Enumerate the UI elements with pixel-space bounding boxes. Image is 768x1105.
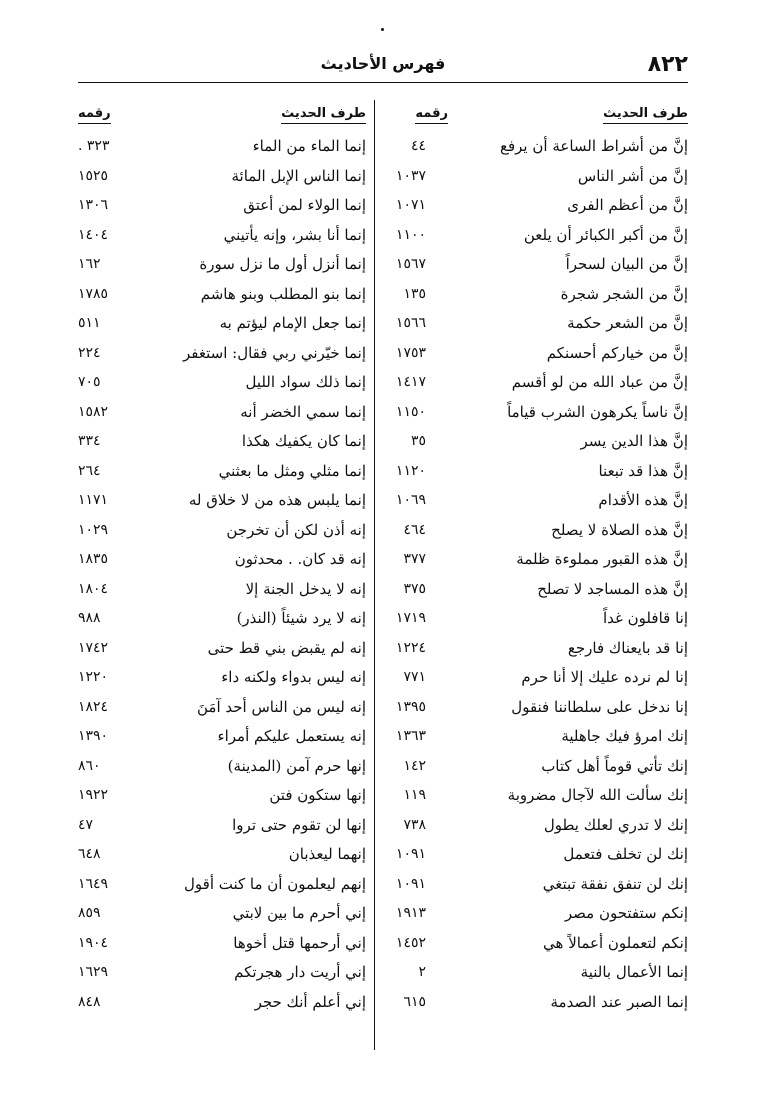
index-column-right (376, 100, 688, 1017)
header-hadith-number: رقمه (415, 106, 448, 124)
entry-list (78, 132, 366, 1017)
index-entry (376, 988, 688, 1018)
hadith-opening: إنه ليس بدواء ولكنه داء (221, 668, 366, 686)
index-entry (78, 781, 366, 811)
hadith-opening: إنما الناس الإبل المائة (231, 166, 366, 185)
hadith-opening: إنه لا يرد شيئاً (النذر) (236, 609, 366, 627)
index-entry (376, 811, 688, 841)
hadith-opening: إنه ليس من الناس أحد آمَنَ (197, 697, 366, 716)
hadith-opening: إنك سألت الله لآجال مضروبة (507, 786, 688, 804)
hadith-opening: إنما أنزل أول ما نزل سورة (199, 255, 366, 273)
index-entry (78, 840, 366, 870)
hadith-opening: إنك لن تنفق نفقة تبتغي (542, 874, 688, 893)
hadith-number: ٣٥ (410, 433, 426, 449)
hadith-opening: إنما ذلك سواد الليل (245, 373, 366, 391)
hadith-opening: إنا قافلون غداً (603, 609, 688, 627)
hadith-opening: إنهما ليعذبان (288, 845, 366, 863)
hadith-opening: إنما سمي الخضر أنه (240, 402, 366, 421)
index-entry (78, 752, 366, 782)
running-title: فهرس الأحاديث (320, 54, 446, 73)
hadith-number: ٨٥٩ (78, 905, 101, 921)
hadith-opening: إنما بنو المطلب وبنو هاشم (200, 284, 366, 303)
hadith-number: ١٤٢ (403, 757, 426, 774)
hadith-number: ١٨٢٤ (78, 698, 109, 715)
index-entry (376, 575, 688, 605)
hadith-number: ١١٩ (403, 787, 426, 803)
hadith-opening: إنَّ من أعظم الفرى (567, 196, 688, 214)
hadith-number: ١٠٩١ (395, 846, 426, 862)
index-entry (78, 899, 366, 929)
column-header (376, 100, 688, 132)
index-entry (78, 634, 366, 664)
hadith-opening: إنَّ ناساً يكرهون الشرب قياماً (507, 402, 688, 421)
index-entry (78, 191, 366, 221)
index-entry (376, 221, 688, 251)
hadith-opening: إنَّ من أشراط الساعة أن يرفع (500, 137, 688, 155)
hadith-number: ١٨٣٥ (78, 551, 109, 567)
index-entry (376, 162, 688, 192)
index-entry (376, 368, 688, 398)
index-entry (376, 427, 688, 457)
index-entry (376, 309, 688, 339)
index-entry (376, 663, 688, 693)
hadith-opening: إنك امرؤ فيك جاهلية (561, 727, 688, 745)
index-entry (376, 191, 688, 221)
index-entry (78, 811, 366, 841)
hadith-opening: إنما خيّرني ربي فقال: استغفر (183, 343, 366, 362)
hadith-number: ٤٧ (78, 816, 94, 833)
hadith-opening: إنكم ستفتحون مصر (564, 904, 688, 922)
hadith-number: ١٣٩٥ (395, 698, 426, 715)
hadith-number: ١٦٢٩ (78, 964, 109, 980)
hadith-number: ١٧١٩ (395, 610, 426, 626)
hadith-number: ١١٠٠ (395, 226, 426, 243)
hadith-number: ١٢٢٤ (395, 639, 426, 656)
index-entry (78, 132, 366, 162)
hadith-number: ١١٢٠ (395, 462, 426, 479)
hadith-opening: إنما الصبر عند الصدمة (550, 992, 688, 1011)
header-hadith-text: طرف الحديث (603, 106, 688, 124)
hadith-opening: إنما كان يكفيك هكذا (241, 432, 366, 450)
hadith-opening: إنَّ من أكبر الكبائر أن يلعن (523, 225, 688, 244)
index-entry (376, 457, 688, 487)
hadith-number: ١٩٠٤ (78, 934, 109, 951)
index-entry (376, 486, 688, 516)
hadith-opening: إنه أذن لكن أن تخرجن (226, 520, 366, 539)
hadith-opening: إنه يستعمل عليكم أمراء (217, 727, 366, 745)
index-entry (78, 929, 366, 959)
hadith-number: ٩٨٨ (78, 610, 101, 626)
hadith-opening: إنَّ هذه المساجد لا تصلح (537, 579, 688, 598)
hadith-number: ١٧٨٥ (78, 285, 109, 302)
index-entry (78, 486, 366, 516)
hadith-opening: إنه لا يدخل الجنة إلا (245, 579, 366, 598)
hadith-opening: إنَّ هذه الصلاة لا يصلح (551, 520, 688, 539)
hadith-number: ١٠٦٩ (395, 492, 426, 508)
hadith-number: ٢٦٤ (78, 462, 101, 479)
hadith-opening: إني أرحمها قتل أخوها (233, 933, 366, 952)
hadith-opening: إنَّ من عباد الله من لو أقسم (511, 373, 688, 391)
hadith-opening: إنما أنا بشر، وإنه يأتيني (223, 225, 366, 244)
hadith-opening: إنه قد كان. . محدثون (234, 550, 366, 568)
hadith-number: ١٦٢ (78, 256, 101, 272)
hadith-opening: إنك لا تدري لعلك يطول (543, 815, 688, 834)
index-entry (78, 870, 366, 900)
hadith-number: ١٠٢٩ (78, 521, 109, 538)
hadith-number: ١٧٤٢ (78, 639, 109, 656)
hadith-opening: إني أحرم ما بين لابتي (232, 904, 366, 922)
hadith-number: ٤٦٤ (403, 521, 426, 538)
hadith-opening: إنَّ هذا قد تبعنا (598, 461, 688, 480)
index-entry (78, 398, 366, 428)
index-entry (376, 781, 688, 811)
entry-list (376, 132, 688, 1017)
hadith-number: ١٣٠٦ (78, 197, 109, 213)
hadith-opening: إنه لم يقبض بني قط حتى (207, 638, 366, 657)
hadith-opening: إنَّ هذه الأقدام (598, 491, 688, 509)
index-entry (376, 545, 688, 575)
hadith-number: ١٣٥ (403, 285, 426, 302)
hadith-number: ٨٤٨ (78, 993, 101, 1010)
hadith-number: ١٥٨٢ (78, 403, 109, 420)
hadith-number: ١٠٩١ (395, 875, 426, 892)
hadith-opening: إنما الماء من الماء (252, 137, 366, 155)
index-entry (376, 958, 688, 988)
page-number: ٨٢٢ (647, 52, 688, 77)
hadith-number: ١٥٦٦ (395, 315, 426, 331)
index-entry (78, 545, 366, 575)
hadith-number: ٨٦٠ (78, 757, 101, 774)
index-entry (78, 457, 366, 487)
index-entry (376, 722, 688, 752)
index-entry (376, 280, 688, 310)
hadith-number: ٣٧٧ (403, 551, 426, 567)
index-entry (376, 870, 688, 900)
hadith-number: ١٣٦٣ (395, 728, 426, 744)
hadith-opening: إنَّ هذا الدين يسر (580, 432, 688, 450)
hadith-number: ٧٠٥ (78, 374, 101, 390)
index-entry (78, 250, 366, 280)
index-entry (78, 722, 366, 752)
index-entry (78, 280, 366, 310)
index-entry (376, 339, 688, 369)
hadith-number: ١٧٥٣ (395, 344, 426, 361)
hadith-opening: إنَّ من خياركم أحسنكم (546, 343, 688, 362)
hadith-number: ٦١٥ (403, 993, 426, 1010)
index-entry (78, 162, 366, 192)
index-entry (376, 516, 688, 546)
index-entry (376, 899, 688, 929)
hadith-number: ١٨٠٤ (78, 580, 109, 597)
hadith-number: ١٤٠٤ (78, 226, 109, 243)
hadith-number: ١٩١٣ (395, 905, 426, 921)
hadith-opening: إنها حرم آمن (المدينة) (227, 756, 366, 775)
hadith-opening: إنما الأعمال بالنية (580, 963, 688, 981)
hadith-opening: إنكم لتعملون أعمالاً هي (543, 933, 688, 952)
hadith-number: ١٠٧١ (395, 197, 426, 213)
hadith-opening: إنك لن تخلف فتعمل (563, 845, 688, 863)
index-entry (78, 339, 366, 369)
hadith-number: ٤٤ (410, 138, 426, 154)
hadith-opening: إنا ندخل على سلطاننا فنقول (511, 697, 688, 716)
hadith-number: ١١٧١ (78, 492, 109, 508)
index-entry (376, 752, 688, 782)
hadith-number: ٧٣٨ (403, 816, 426, 833)
index-entry (78, 516, 366, 546)
index-entry (78, 368, 366, 398)
page-header (78, 50, 688, 83)
hadith-number: ٣٧٥ (403, 580, 426, 597)
index-entry (78, 958, 366, 988)
hadith-opening: إنَّ من الشجر شجرة (560, 284, 688, 303)
hadith-number: ١٦٤٩ (78, 875, 109, 892)
index-entry (376, 840, 688, 870)
hadith-index (78, 100, 688, 1060)
hadith-number: ١١٥٠ (395, 403, 426, 420)
hadith-opening: إنها ستكون فتن (269, 786, 366, 804)
hadith-opening: إنَّ من الشعر حكمة (567, 314, 688, 332)
hadith-opening: إنما يلبس هذه من لا خلاق له (188, 491, 366, 509)
hadith-number: ١٥٢٥ (78, 167, 109, 184)
hadith-number: ١٥٦٧ (395, 256, 426, 272)
column-divider (374, 100, 375, 1050)
hadith-opening: إني أعلم أنك حجر (254, 992, 366, 1011)
hadith-number: ٣٣٤ (78, 433, 101, 449)
index-entry (78, 988, 366, 1018)
hadith-number: ٣٢٣ . (78, 138, 110, 154)
index-entry (78, 575, 366, 605)
hadith-opening: إنما جعل الإمام ليؤتم به (219, 314, 366, 332)
index-entry (78, 427, 366, 457)
index-entry (376, 250, 688, 280)
hadith-opening: إني أريت دار هجرتكم (234, 963, 366, 981)
hadith-number: ٧٧١ (403, 669, 426, 685)
index-entry (376, 929, 688, 959)
column-header (78, 100, 366, 132)
hadith-number: ١٣٩٠ (78, 728, 109, 744)
index-entry (78, 663, 366, 693)
index-entry (78, 309, 366, 339)
hadith-number: ٦٤٨ (78, 846, 101, 862)
hadith-opening: إنما مثلي ومثل ما بعثني (218, 461, 366, 480)
index-column-left (78, 100, 366, 1017)
header-hadith-text: طرف الحديث (281, 106, 366, 124)
hadith-opening: إنك تأتي قوماً أهل كتاب (541, 756, 688, 775)
index-entry (376, 132, 688, 162)
decorative-dot (381, 28, 384, 31)
hadith-number: ١٤١٧ (395, 374, 426, 390)
hadith-number: ١٤٥٢ (395, 934, 426, 951)
hadith-number: ٢ (418, 964, 426, 980)
header-hadith-number: رقمه (78, 106, 111, 124)
hadith-opening: إنهم ليعلمون أن ما كنت أقول (184, 874, 366, 893)
hadith-number: ٢٢٤ (78, 344, 101, 361)
hadith-opening: إنها لن تقوم حتى تروا (232, 815, 366, 834)
hadith-opening: إنا لم نرده عليك إلا أنا حرم (521, 668, 688, 686)
index-entry (78, 604, 366, 634)
hadith-opening: إنَّ من البيان لسحراً (565, 255, 688, 273)
hadith-number: ١٢٢٠ (78, 669, 109, 685)
index-entry (376, 693, 688, 723)
index-entry (376, 604, 688, 634)
index-entry (78, 221, 366, 251)
hadith-opening: إنَّ من أشر الناس (577, 166, 688, 185)
hadith-number: ١٠٣٧ (395, 167, 426, 184)
hadith-number: ١٩٢٢ (78, 787, 109, 803)
hadith-opening: إنا قد بايعناك فارجع (567, 638, 688, 657)
hadith-opening: إنما الولاء لمن أعتق (243, 196, 366, 214)
index-entry (78, 693, 366, 723)
hadith-number: ٥١١ (78, 315, 101, 331)
index-entry (376, 634, 688, 664)
hadith-opening: إنَّ هذه القبور مملوءة ظلمة (516, 550, 688, 568)
index-entry (376, 398, 688, 428)
